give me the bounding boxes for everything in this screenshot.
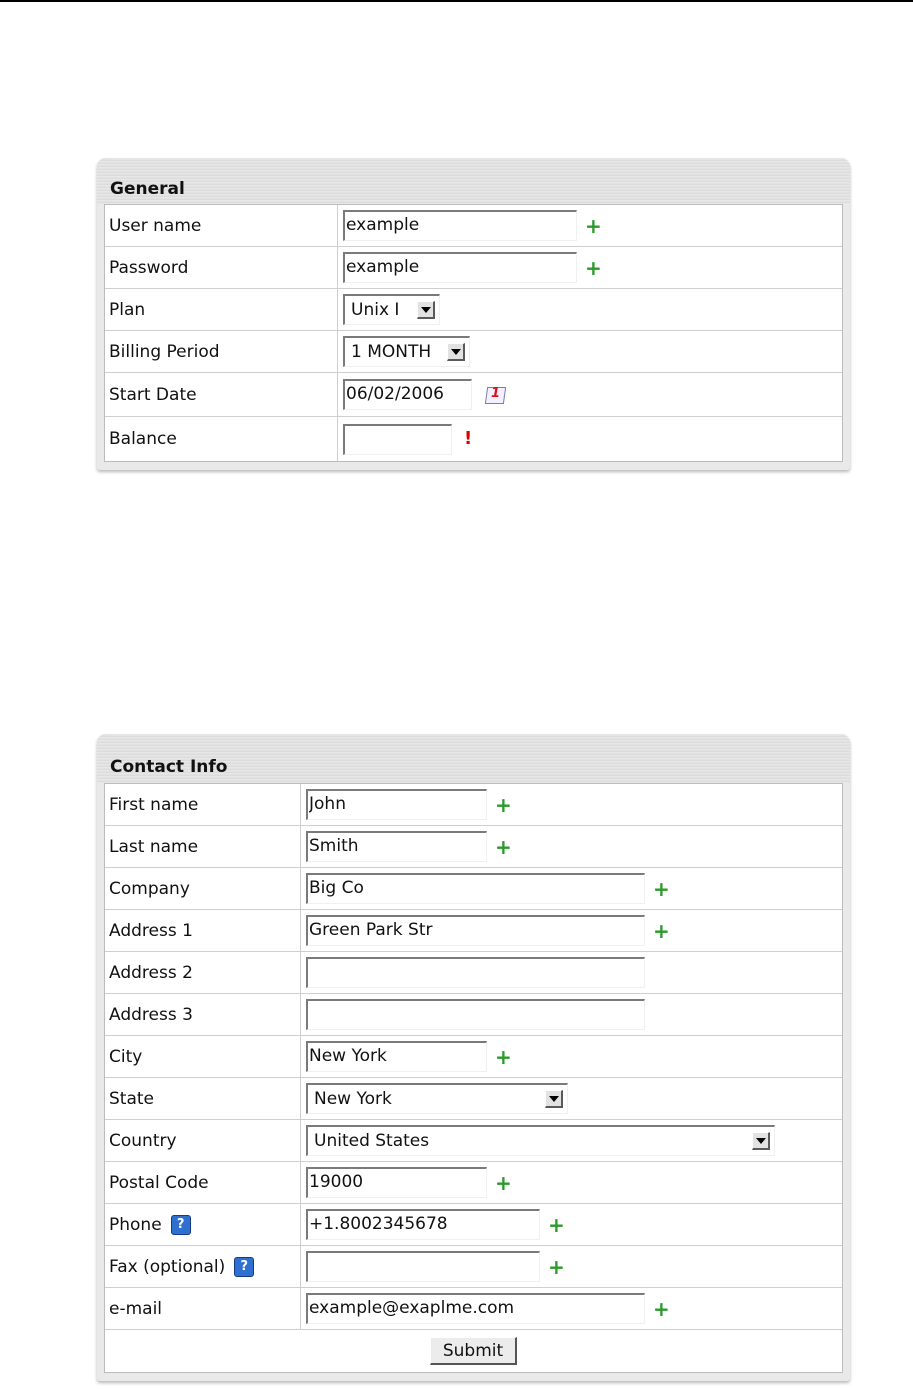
address3-row (105, 994, 842, 1036)
password-label: Password (105, 247, 338, 288)
fax-row (105, 1246, 842, 1288)
calendar-icon[interactable] (486, 384, 508, 406)
phone-row (105, 1204, 842, 1246)
address1-field-cell (301, 910, 670, 951)
country-field-cell (301, 1120, 775, 1161)
postal-code-row (105, 1162, 842, 1204)
submit-button[interactable]: Submit (430, 1337, 517, 1365)
company-row (105, 868, 842, 910)
help-icon[interactable]: ? (234, 1257, 254, 1277)
top-rule (0, 0, 913, 2)
address2-label: Address 2 (105, 952, 301, 993)
country-select[interactable] (306, 1125, 775, 1156)
address1-input[interactable] (306, 915, 645, 946)
state-select-value: New York (314, 1089, 392, 1109)
email-row (105, 1288, 842, 1330)
state-row (105, 1078, 842, 1120)
address2-field-cell (301, 952, 645, 993)
plan-label: Plan (105, 289, 338, 330)
billing-period-field-cell (338, 331, 470, 372)
plan-field-cell (338, 289, 440, 330)
chevron-down-icon[interactable] (545, 1090, 563, 1108)
contact-panel (97, 734, 850, 1381)
address2-input[interactable] (306, 957, 645, 988)
email-input[interactable] (306, 1293, 645, 1324)
phone-label: Phone (109, 1214, 162, 1235)
first-name-row (105, 784, 842, 826)
required-plus-icon: + (585, 255, 602, 280)
chevron-down-icon[interactable] (447, 343, 465, 361)
required-plus-icon: + (548, 1254, 565, 1279)
email-field-cell (301, 1288, 670, 1329)
required-plus-icon: + (495, 792, 512, 817)
phone-input[interactable] (306, 1209, 540, 1240)
required-plus-icon: + (653, 918, 670, 943)
start-date-label: Start Date (105, 373, 338, 416)
first-name-label: First name (105, 784, 301, 825)
general-form (104, 204, 843, 462)
help-icon[interactable]: ? (171, 1215, 191, 1235)
address1-row (105, 910, 842, 952)
first-name-input[interactable] (306, 789, 487, 820)
billing-period-label: Billing Period (105, 331, 338, 372)
plan-row (105, 289, 842, 331)
required-plus-icon: + (495, 1044, 512, 1069)
required-plus-icon: + (653, 1296, 670, 1321)
city-label: City (105, 1036, 301, 1077)
username-label: User name (105, 205, 338, 246)
state-label: State (105, 1078, 301, 1119)
last-name-input[interactable] (306, 831, 487, 862)
username-row (105, 205, 842, 247)
plan-select-value: Unix I (351, 300, 400, 320)
company-field-cell (301, 868, 670, 909)
company-label: Company (105, 868, 301, 909)
submit-row (105, 1330, 842, 1372)
fax-label: Fax (optional) (109, 1256, 226, 1277)
password-input[interactable] (343, 252, 577, 283)
start-date-input[interactable] (343, 379, 472, 410)
postal-code-input[interactable] (306, 1167, 487, 1198)
last-name-field-cell (301, 826, 512, 867)
company-input[interactable] (306, 873, 645, 904)
required-plus-icon: + (653, 876, 670, 901)
billing-period-select-value: 1 MONTH (351, 342, 432, 362)
phone-label-cell (105, 1204, 301, 1245)
state-select[interactable] (306, 1083, 568, 1114)
address3-field-cell (301, 994, 645, 1035)
city-row (105, 1036, 842, 1078)
balance-field-cell (338, 417, 472, 461)
country-row (105, 1120, 842, 1162)
phone-field-cell (301, 1204, 565, 1245)
fax-label-cell (105, 1246, 301, 1287)
password-field-cell (338, 247, 602, 288)
username-field-cell (338, 205, 602, 246)
country-label: Country (105, 1120, 301, 1161)
last-name-row (105, 826, 842, 868)
general-panel (97, 158, 850, 470)
country-select-value: United States (314, 1131, 430, 1151)
balance-row (105, 417, 842, 461)
start-date-field-cell (338, 373, 508, 416)
required-plus-icon: + (548, 1212, 565, 1237)
address3-input[interactable] (306, 999, 645, 1030)
panel-title: General (97, 158, 850, 204)
start-date-row (105, 373, 842, 417)
address3-label: Address 3 (105, 994, 301, 1035)
email-label: e-mail (105, 1288, 301, 1329)
fax-field-cell (301, 1246, 565, 1287)
contact-form (104, 783, 843, 1373)
required-plus-icon: + (495, 834, 512, 859)
calendar-glyph: 1 (491, 385, 501, 401)
error-exclamation-icon: ! (464, 428, 473, 449)
panel-title: Contact Info (97, 734, 850, 783)
required-plus-icon: + (495, 1170, 512, 1195)
chevron-down-icon[interactable] (417, 301, 435, 319)
address1-label: Address 1 (105, 910, 301, 951)
plan-select[interactable] (343, 294, 440, 325)
postal-code-field-cell (301, 1162, 512, 1203)
fax-input[interactable] (306, 1251, 540, 1282)
last-name-label: Last name (105, 826, 301, 867)
address2-row (105, 952, 842, 994)
balance-label: Balance (105, 417, 338, 461)
chevron-down-icon[interactable] (752, 1132, 770, 1150)
required-plus-icon: + (585, 213, 602, 238)
billing-period-select[interactable] (343, 336, 470, 367)
password-row (105, 247, 842, 289)
postal-code-label: Postal Code (105, 1162, 301, 1203)
state-field-cell (301, 1078, 568, 1119)
city-input[interactable] (306, 1041, 487, 1072)
city-field-cell (301, 1036, 512, 1077)
first-name-field-cell (301, 784, 512, 825)
username-input[interactable] (343, 210, 577, 241)
billing-period-row (105, 331, 842, 373)
balance-input[interactable] (343, 424, 452, 455)
